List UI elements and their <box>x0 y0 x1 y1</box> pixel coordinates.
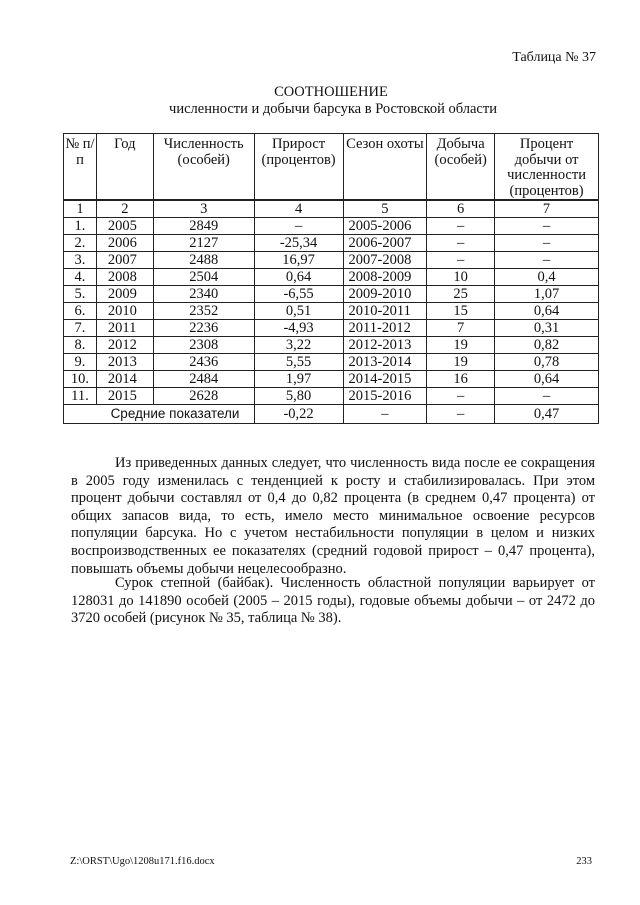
table-cell: 2006 <box>96 235 153 252</box>
table-row <box>64 354 599 371</box>
table-row <box>64 388 599 405</box>
table-cell: 2007 <box>96 252 153 269</box>
table-cell: 1,07 <box>495 286 599 303</box>
table-cell: 4. <box>64 269 97 286</box>
column-header: Сезон охоты <box>343 134 427 201</box>
table-cell: 0,4 <box>495 269 599 286</box>
table-cell: 2308 <box>153 337 254 354</box>
table-row <box>64 371 599 388</box>
table-cell: – <box>427 252 495 269</box>
average-spacer <box>64 405 97 424</box>
table-cell: 0,51 <box>254 303 343 320</box>
column-number: 6 <box>427 200 495 218</box>
footer-page-number: 233 <box>576 856 592 867</box>
table-cell: 1. <box>64 218 97 235</box>
table-cell: 7. <box>64 320 97 337</box>
column-number: 4 <box>254 200 343 218</box>
footer-file-path: Z:\ORST\Ugo\1208u171.f16.docx <box>70 856 215 867</box>
table-cell: 2009-2010 <box>343 286 427 303</box>
table-cell: 2. <box>64 235 97 252</box>
table-cell: – <box>495 235 599 252</box>
table-cell: 2340 <box>153 286 254 303</box>
table-cell: 2012 <box>96 337 153 354</box>
column-number: 1 <box>64 200 97 218</box>
table-cell: 16 <box>427 371 495 388</box>
table-cell: 2007-2008 <box>343 252 427 269</box>
column-header: Добыча (особей) <box>427 134 495 201</box>
table-cell: 2352 <box>153 303 254 320</box>
table-cell: 16,97 <box>254 252 343 269</box>
table-cell: 5. <box>64 286 97 303</box>
body-paragraph: Сурок степной (байбак). Численность областной популяции варьирует от 128031 до 141890 особей (2005 – 2015 годы), годовые объемы добычи – от 2472 до 3720 особей (рисунок № 35, таблица № 38). <box>71 575 595 627</box>
column-number: 3 <box>153 200 254 218</box>
table-cell: 2008-2009 <box>343 269 427 286</box>
column-header: № п/п <box>64 134 97 201</box>
table-cell: 5,80 <box>254 388 343 405</box>
table-cell: – <box>254 218 343 235</box>
header-row <box>64 134 599 201</box>
table-cell: 2010 <box>96 303 153 320</box>
table-row <box>64 269 599 286</box>
table-cell: 3,22 <box>254 337 343 354</box>
badger-harvest-table <box>63 133 599 424</box>
average-label: Средние показатели <box>96 405 254 424</box>
table-cell: 2014 <box>96 371 153 388</box>
table-cell: 2006-2007 <box>343 235 427 252</box>
body-paragraph: Из приведенных данных следует, что численность вида после ее сокращения в 2005 году изменилась с тенденцией к росту и стабилизировалась. При этом процент добычи составлял от 0,4 до 0,82 процента (в среднем 0,47 процента) от общих запасов вида, то есть, имело место минимальное освоение ресурсов популяции барсука. Но с учетом нестабильности популяции в целом и низких воспроизводственных ее показателях (средний годовой прирост – 0,47 процента), повышать объемы добычи нецелесообразно. <box>71 455 595 577</box>
column-header: Процент добычи от численности (процентов) <box>495 134 599 201</box>
average-growth: -0,22 <box>254 405 343 424</box>
table-cell: 2005 <box>96 218 153 235</box>
table-cell: 0,82 <box>495 337 599 354</box>
table-number-label: Таблица № 37 <box>512 50 596 65</box>
column-number: 2 <box>96 200 153 218</box>
table-cell: 3. <box>64 252 97 269</box>
table-cell: 2504 <box>153 269 254 286</box>
table-cell: 2849 <box>153 218 254 235</box>
table-cell: 2009 <box>96 286 153 303</box>
table-cell: 2011-2012 <box>343 320 427 337</box>
table-cell: -25,34 <box>254 235 343 252</box>
table-cell: 2436 <box>153 354 254 371</box>
table-row <box>64 320 599 337</box>
column-header: Год <box>96 134 153 201</box>
average-percent: 0,47 <box>495 405 599 424</box>
table-cell: 2013-2014 <box>343 354 427 371</box>
table-cell: 2010-2011 <box>343 303 427 320</box>
table-cell: 0,64 <box>495 303 599 320</box>
table-cell: 2013 <box>96 354 153 371</box>
table-cell: 2011 <box>96 320 153 337</box>
table-row <box>64 235 599 252</box>
table-cell: – <box>495 252 599 269</box>
table-row <box>64 303 599 320</box>
table-cell: 0,64 <box>495 371 599 388</box>
column-number: 7 <box>495 200 599 218</box>
table-cell: – <box>495 218 599 235</box>
table-cell: 19 <box>427 337 495 354</box>
table-cell: 5,55 <box>254 354 343 371</box>
table-cell: 2015-2016 <box>343 388 427 405</box>
column-number: 5 <box>343 200 427 218</box>
table-cell: 8. <box>64 337 97 354</box>
table-cell: 10 <box>427 269 495 286</box>
table-cell: 19 <box>427 354 495 371</box>
average-row <box>64 405 599 424</box>
table-cell: 2488 <box>153 252 254 269</box>
table-cell: 0,31 <box>495 320 599 337</box>
table-cell: – <box>427 218 495 235</box>
table-cell: 2628 <box>153 388 254 405</box>
table-title: СООТНОШЕНИЕ <box>274 84 388 100</box>
table-cell: 7 <box>427 320 495 337</box>
table-cell: 2015 <box>96 388 153 405</box>
table-cell: -4,93 <box>254 320 343 337</box>
column-number-row <box>64 200 599 218</box>
table-cell: 2127 <box>153 235 254 252</box>
table-cell: 2484 <box>153 371 254 388</box>
table-cell: – <box>427 235 495 252</box>
table-cell: 2008 <box>96 269 153 286</box>
table-cell: 9. <box>64 354 97 371</box>
table-cell: 2014-2015 <box>343 371 427 388</box>
table-cell: 25 <box>427 286 495 303</box>
table-cell: 10. <box>64 371 97 388</box>
table-cell: 6. <box>64 303 97 320</box>
table-cell: 2005-2006 <box>343 218 427 235</box>
table-cell: 0,78 <box>495 354 599 371</box>
table-cell: 2236 <box>153 320 254 337</box>
table-cell: 2012-2013 <box>343 337 427 354</box>
table-cell: 0,64 <box>254 269 343 286</box>
table-row <box>64 286 599 303</box>
table-subtitle: численности и добычи барсука в Ростовской области <box>169 101 497 117</box>
average-harvest: – <box>427 405 495 424</box>
table-row <box>64 218 599 235</box>
table-cell: 11. <box>64 388 97 405</box>
table-row <box>64 252 599 269</box>
column-header: Численность (особей) <box>153 134 254 201</box>
table-row <box>64 337 599 354</box>
column-header: Прирост (процентов) <box>254 134 343 201</box>
table-cell: 1,97 <box>254 371 343 388</box>
table-cell: 15 <box>427 303 495 320</box>
table-cell: -6,55 <box>254 286 343 303</box>
average-season: – <box>343 405 427 424</box>
table-cell: – <box>495 388 599 405</box>
table-cell: – <box>427 388 495 405</box>
